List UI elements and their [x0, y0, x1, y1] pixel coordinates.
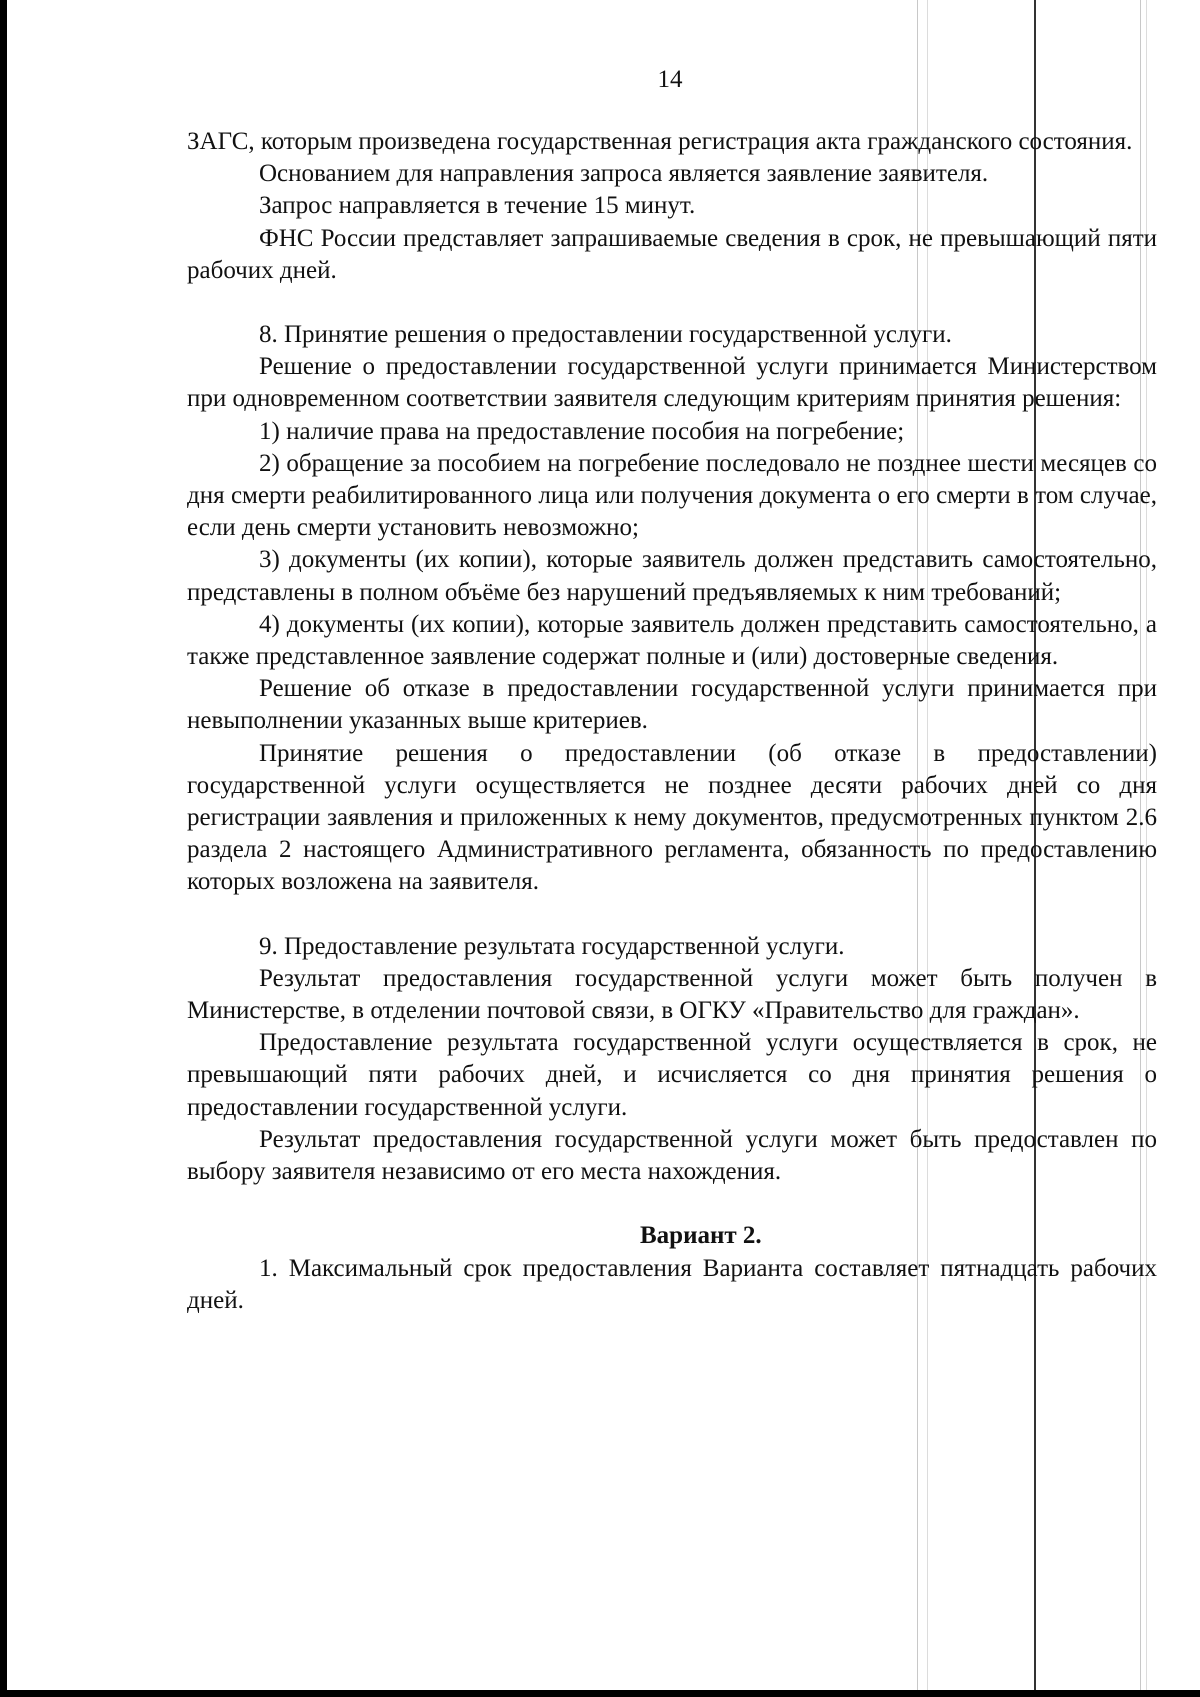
paragraph-gap — [187, 1188, 1157, 1220]
document-body — [187, 126, 1157, 1317]
paragraph: ЗАГС, которым произведена государственная регистрация акта гражданского состояния. — [187, 128, 1133, 155]
paragraph-gap — [187, 899, 1157, 931]
paragraph: Результат предоставления государственной услуги может быть получен в Министерстве, в отделении почтовой связи, в ОГКУ «Правительство для граждан». — [187, 964, 1157, 1025]
paragraph: 1. Максимальный срок предоставления Варианта составляет пятнадцать рабочих дней. — [187, 1254, 1157, 1314]
paragraph-gap — [187, 287, 1157, 319]
paragraph: Запрос направляется в течение 15 минут. — [259, 192, 696, 220]
list-item: 2) обращение за пособием на погребение последовало не позднее шести месяцев со дня смерти реабилитированного лица или получения документа о его смерти в том случае, если день смерти установить невозможно; — [187, 449, 1157, 542]
section-heading-8: 8. Принятие решения о предоставлении государственной услуги. — [259, 321, 952, 349]
list-item: 4) документы (их копии), которые заявитель должен представить самостоятельно, а также представленное заявление содержат полные и (или) достоверные сведения. — [187, 610, 1157, 671]
variant-heading: Вариант 2. — [640, 1222, 762, 1250]
page-number: 14 — [657, 66, 683, 93]
paragraph: Предоставление результата государственной услуги осуществляется в срок, не превышающий пяти рабочих дней, и исчисляется со дня принятия решения о предоставлении государственной услуги. — [187, 1029, 1157, 1121]
paragraph: Решение о предоставлении государственной услуги принимается Министерством при одновременном соответствии заявителя следующим критериям принятия решения: — [187, 353, 1157, 413]
section-heading-9: 9. Предоставление результата государственной услуги. — [259, 932, 845, 960]
paragraph: Основанием для направления запроса является заявление заявителя. — [259, 160, 989, 188]
paragraph: Результат предоставления государственной услуги может быть предоставлен по выбору заявителя независимо от его места нахождения. — [187, 1125, 1157, 1186]
list-item: 1) наличие права на предоставление пособия на погребение; — [259, 417, 905, 445]
paragraph: Принятие решения о предоставлении (об отказе в предоставлении) государственной услуги осуществляется не позднее десяти рабочих дней со дня регистрации заявления и приложенных к нему документов, предусмотренных пунктом 2.6 раздела 2 настоящего Административного регламента, обязанность по предоставлению которых возложена на заявителя. — [187, 739, 1157, 896]
paragraph: ФНС России представляет запрашиваемые сведения в срок, не превышающий пяти рабочих дней. — [187, 224, 1157, 284]
paragraph: Решение об отказе в предоставлении государственной услуги принимается при невыполнении указанных выше критериев. — [187, 675, 1157, 735]
list-item: 3) документы (их копии), которые заявитель должен представить самостоятельно, представлены в полном объёме без нарушений предъявляемых к ним требований; — [187, 546, 1157, 606]
